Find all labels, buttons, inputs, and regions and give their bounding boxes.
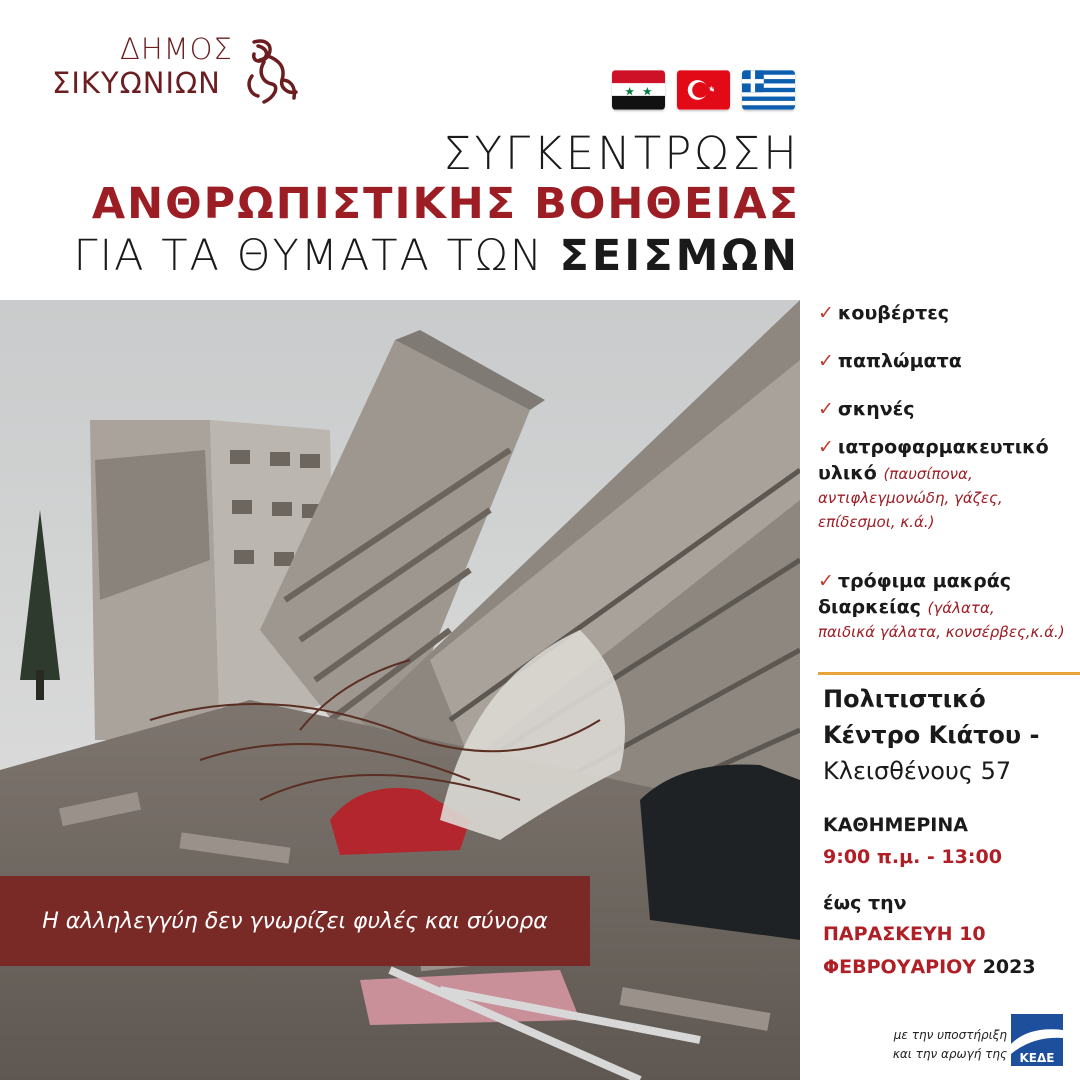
checkmark-icon: ✓ <box>818 302 834 324</box>
schedule-year: 2023 <box>982 956 1036 978</box>
support-credit <box>852 1026 1007 1064</box>
section-divider <box>818 672 1080 675</box>
list-item <box>818 396 915 422</box>
headline-line2: ΑΝΘΡΩΠΙΣΤΙΚΗΣ ΒΟΗΘΕΙΑΣ <box>91 179 800 229</box>
list-item <box>818 300 949 326</box>
item-label: ιατροφαρμακευτικό <box>837 436 1049 458</box>
support-line2: και την αρωγή της <box>892 1047 1007 1061</box>
checkmark-icon: ✓ <box>818 350 834 372</box>
headline-line3 <box>40 230 800 282</box>
greece-flag-icon <box>742 70 795 110</box>
item-label-cont: υλικό <box>818 462 877 484</box>
logo-text-line2: ΣΙΚΥΩΝΙΩΝ <box>52 66 221 100</box>
item-label: κουβέρτες <box>837 302 950 324</box>
list-item <box>818 568 1065 644</box>
flags-row <box>612 70 795 110</box>
schedule-days: ΚΑΘΗΜΕΡΙΝΑ <box>823 814 968 836</box>
kede-logo-icon <box>1011 1014 1063 1066</box>
schedule-until: έως την <box>823 892 907 914</box>
support-line1: με την υποστήριξη <box>893 1028 1007 1042</box>
slogan-banner <box>0 876 590 966</box>
checkmark-icon: ✓ <box>818 398 834 420</box>
kede-logo-text: ΚΕΔΕ <box>1019 1051 1055 1065</box>
schedule-month: ΦΕΒΡΟΥΑΡΙΟΥ <box>823 956 977 978</box>
venue-info <box>823 681 1073 789</box>
checkmark-icon: ✓ <box>818 436 834 458</box>
headline-line3-prefix: ΓΙΑ ΤΑ ΘΥΜΑΤΑ ΤΩΝ <box>73 231 560 281</box>
headline-line1: ΣΥΓΚΕΝΤΡΩΣΗ <box>443 127 800 180</box>
item-note: παιδικά γάλατα, κονσέρβες,κ.ά.) <box>818 623 1065 641</box>
schedule-date-line2 <box>823 956 1036 978</box>
item-note: (παυσίπονα, <box>883 465 973 483</box>
schedule-hours: 9:00 π.μ. - 13:00 <box>823 846 1002 868</box>
item-note: (γάλατα, <box>927 599 995 617</box>
schedule-date-line1: ΠΑΡΑΣΚΕΥΗ 10 <box>823 923 986 945</box>
municipality-logo <box>52 32 312 112</box>
venue-line1: Πολιτιστικό <box>823 685 986 713</box>
venue-line2: Κέντρο Κιάτου - <box>823 721 1040 749</box>
item-note: αντιφλεγμονώδη, γάζες, <box>818 489 1003 507</box>
chimera-emblem-icon <box>244 36 304 108</box>
item-label: τρόφιμα μακράς <box>837 570 1012 592</box>
checkmark-icon: ✓ <box>818 570 834 592</box>
slogan-text: Η αλληλεγγύη δεν γνωρίζει φυλές και σύνορα <box>42 908 548 934</box>
logo-text-line1: ΔΗΜΟΣ <box>120 32 233 66</box>
list-item <box>818 348 962 374</box>
item-note: επίδεσμοι, κ.ά.) <box>818 513 935 531</box>
item-label: παπλώματα <box>837 350 962 372</box>
venue-address: Κλεισθένους 57 <box>823 757 1012 785</box>
syria-flag-icon <box>612 70 665 110</box>
headline <box>40 127 800 282</box>
turkey-flag-icon <box>677 70 730 110</box>
item-label: σκηνές <box>837 398 915 420</box>
list-item <box>818 434 1049 534</box>
item-label-cont: διαρκείας <box>818 596 921 618</box>
headline-line3-bold: ΣΕΙΣΜΩΝ <box>559 231 800 281</box>
